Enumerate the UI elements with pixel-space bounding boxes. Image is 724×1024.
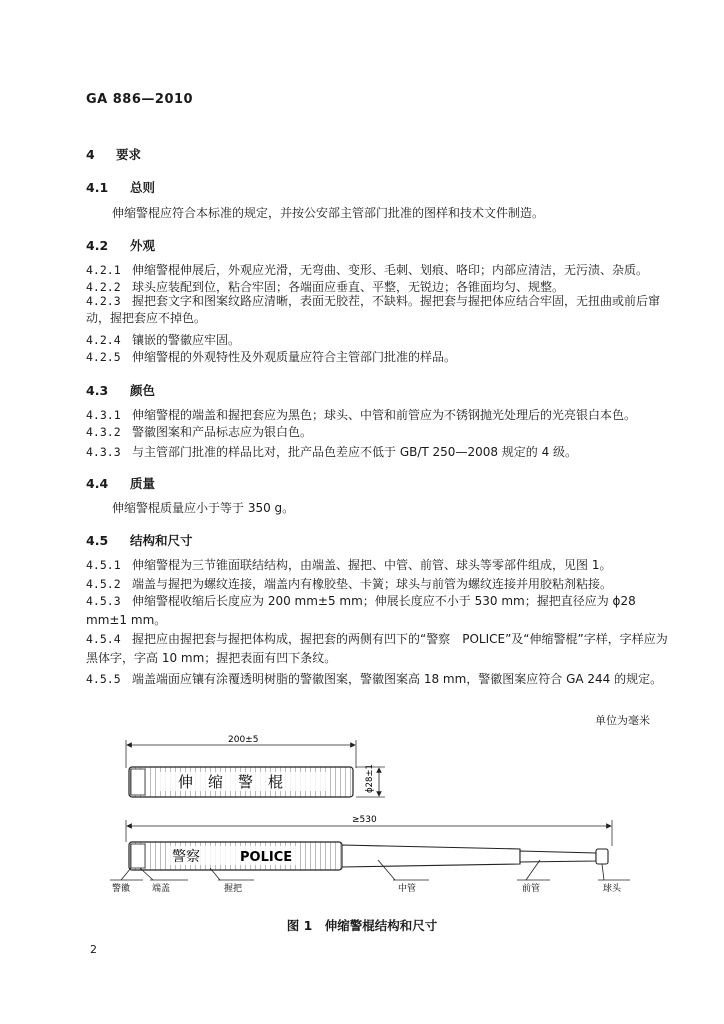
clause-text: 伸缩警棍为三节锥面联结结构，由端盖、握把、中管、前管、球头等零部件组成，见图 1。 <box>132 558 612 572</box>
grip-text-police-en: POLICE <box>240 850 293 865</box>
section-number: 4 <box>86 147 95 162</box>
section-number: 4.1 <box>86 180 109 195</box>
clause-text: 伸缩警棍伸展后，外观应光滑，无弯曲、变形、毛刺、划痕、咯印；内部应清洁，无污渍、杂质。 <box>132 263 649 277</box>
label-end-cap: 端盖 <box>152 884 171 894</box>
clause-number: 4.2.3 <box>86 294 121 308</box>
clause-text: 伸缩警棍的端盖和握把套应为黑色；球头、中管和前管应为不锈钢抛光处理后的光亮银白本色。 <box>132 408 637 422</box>
clause-text: 警徽图案和产品标志应为银白色。 <box>132 425 313 439</box>
clause-number: 4.5.2 <box>86 577 121 591</box>
clause-text: 端盖端面应镶有涂覆透明树脂的警徽图案，警徽图案高 18 mm，警徽图案应符合 GA 244 的规定。 <box>132 672 663 686</box>
clause-number: 4.2.1 <box>86 263 121 277</box>
clause-text: 握把应由握把套与握把体构成，握把套的两侧有凹下的“警察 POLICE”及“伸缩警棍”字样，字样应为黑体字，字高 10 mm；握把表面有凹下条纹。 <box>86 632 668 665</box>
front-tube <box>520 851 596 862</box>
standard-code-header: GA 886—2010 <box>86 92 194 107</box>
clause-text: 端盖与握把为螺纹连接，端盖内有橡胶垫、卡簧；球头与前管为螺纹连接并用胶粘剂粘接。 <box>132 577 613 591</box>
clause-number: 4.3.1 <box>86 408 121 422</box>
clause-text: 与主管部门批准的样品比对，批产品色差应不低于 GB/T 250—2008 规定的 4 级。 <box>132 445 578 459</box>
label-ball-head: 球头 <box>603 884 622 894</box>
dimension-diameter-label: ϕ28±1 <box>365 764 375 793</box>
section-title: 颜色 <box>130 383 156 398</box>
clause-number: 4.5.4 <box>86 632 121 646</box>
ball-head <box>596 849 608 864</box>
dimension-extended-label: ≥530 <box>352 815 377 825</box>
label-grip: 握把 <box>224 884 243 894</box>
dimension-length-label: 200±5 <box>228 735 259 745</box>
clause-number: 4.3.2 <box>86 425 121 439</box>
section-4-1-text: 伸缩警棍应符合本标准的规定，并按公安部主管部门批准的图样和技术文件制造。 <box>112 206 545 220</box>
clause-number: 4.2.4 <box>86 333 121 347</box>
section-number: 4.2 <box>86 238 109 253</box>
section-title: 要求 <box>116 147 142 162</box>
section-number: 4.3 <box>86 383 109 398</box>
clause-number: 4.2.5 <box>86 350 121 364</box>
clause-text: 球头应装配到位，粘合牢固；各端面应垂直、平整，无锐边；各锥面均匀、规整。 <box>132 280 565 294</box>
label-badge: 警徽 <box>112 884 131 894</box>
section-number: 4.5 <box>86 533 109 548</box>
clause-number: 4.5.1 <box>86 558 121 572</box>
clause-text: 伸缩警棍的外观特性及外观质量应符合主管部门批准的样品。 <box>132 350 457 364</box>
section-title: 总则 <box>130 180 156 195</box>
section-title: 质量 <box>130 476 156 491</box>
figure-unit-note: 单位为毫米 <box>595 714 650 727</box>
clause-number: 4.3.3 <box>86 445 121 459</box>
collapsed-baton-view <box>126 735 385 797</box>
label-front-tube: 前管 <box>522 884 541 894</box>
section-title: 外观 <box>130 238 156 253</box>
clause-number: 4.2.2 <box>86 280 121 294</box>
section-title: 结构和尺寸 <box>130 533 193 548</box>
figure-caption: 图 1 伸缩警棍结构和尺寸 <box>286 918 438 933</box>
clause-text: 握把套文字和图案纹路应清晰，表面无胶茬，不缺料。握把套与握把体应结合牢固，无扭曲或前后窜动，握把套应不掉色。 <box>86 294 661 325</box>
clause-text: 镶嵌的警徽应牢固。 <box>132 333 241 347</box>
section-number: 4.4 <box>86 476 109 491</box>
grip-text-police-cn: 警察 <box>172 849 200 865</box>
clause-number: 4.5.5 <box>86 672 121 686</box>
page-number: 2 <box>90 943 97 956</box>
section-4-4-text: 伸缩警棍质量应小于等于 350 g。 <box>112 501 295 515</box>
clause-text: 伸缩警棍收缩后长度应为 200 mm±5 mm；伸展长度应不小于 530 mm；握把直径应为 ϕ28 mm±1 mm。 <box>86 594 636 627</box>
grip-text-top: 伸 缩 警 棍 <box>178 773 284 791</box>
middle-tube <box>342 845 520 867</box>
clause-number: 4.5.3 <box>86 594 121 608</box>
label-middle-tube: 中管 <box>398 884 417 894</box>
